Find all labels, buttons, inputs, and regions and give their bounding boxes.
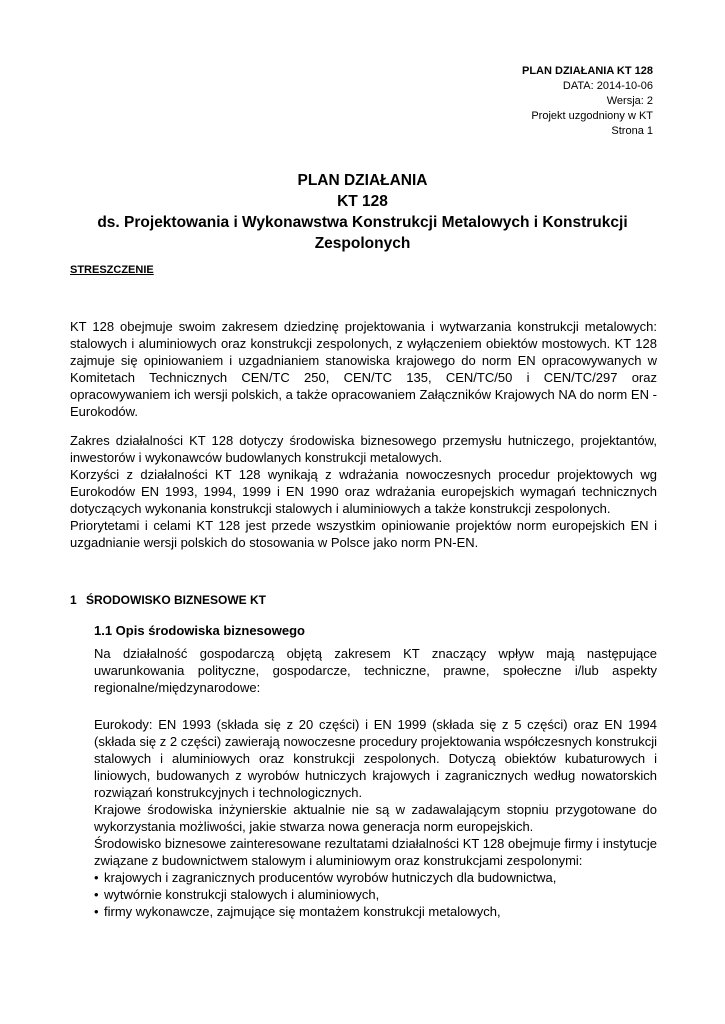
title-line-1: PLAN DZIAŁANIA [297,172,428,189]
header-title: PLAN DZIAŁANIA KT 128 [522,65,653,77]
title-line-4: Zespolonych [314,235,411,252]
list-item: • krajowych i zagranicznych producentów wyrobów hutniczych dla budownictwa, [94,869,657,886]
section-1-heading [70,593,266,607]
section-1-number: 1 [70,593,77,607]
business-environment-text: Środowisko biznesowe zainteresowane rezultatami działalności KT 128 obejmuje firmy i instytucje związane z budownictwem stalowym i aluminiowym oraz konstrukcjami zespolonymi: [94,836,657,868]
document-title [50,170,675,254]
stakeholder-list [94,869,657,920]
section-1-paragraph-1: Na działalność gospodarczą objętą zakresem KT znaczący wpływ mają następujące uwarunkowania polityczne, gospodarcze, techniczne, prawne, społeczne i/lub aspekty regionalne/międzynarodowe: [94,646,657,695]
document-header [522,64,653,139]
engineering-environment-text: Krajowe środowiska inżynierskie aktualnie nie są w zadawalającym stopniu przygotowane do wykorzystania możliwości, jakie stwarza nowa generacja norm europejskich. [94,802,657,834]
subsection-1-1-heading: 1.1 Opis środowiska biznesowego [94,623,305,638]
list-item: • wytwórnie konstrukcji stalowych i aluminiowych, [94,886,657,903]
header-status: Projekt uzgodniony w KT [531,110,653,122]
title-line-2: KT 128 [337,193,388,210]
section-1-title: ŚRODOWISKO BIZNESOWE KT [86,593,266,607]
summary-scope-text: Zakres działalności KT 128 dotyczy środowiska biznesowego przemysłu hutniczego, projektantów, inwestorów i wykonawców budowlanych konstrukcji metalowych. [70,433,657,465]
list-item: • firmy wykonawcze, zajmujące się montażem konstrukcji metalowych, [94,903,657,920]
header-date: DATA: 2014-10-06 [562,80,653,92]
eurocodes-text: Eurokody: EN 1993 (składa się z 20 części) i EN 1999 (składa się z 5 części) oraz EN 1994 (składa się z 2 części) zawierają nowoczesne procedury projektowania współczesnych konstrukcji stalowych i aluminiowych oraz konstrukcji zespolonych. Dotyczą obiektów kubaturowych i liniowych, budowanych z wyrobów hutniczych krajowych i zagranicznych według nowatorskich rozwiązań konstrukcyjnych i technologicznych. [94,717,657,800]
summary-paragraph-1: KT 128 obejmuje swoim zakresem dziedzinę projektowania i wytwarzania konstrukcji metalowych: stalowych i aluminiowych oraz konstrukcji zespolonych, z wyłączeniem obiektów mostowych. KT 128 zajmuje się opiniowaniem i uzgadnianiem stanowiska krajowego do norm EN opracowywanych w Komitetach Technicznych CEN/TC 250, CEN/TC 135, CEN/TC/50 i CEN/TC/297 oraz opracowywaniem ich wersji polskich, a także opracowaniem Załączników Krajowych NA do norm EN - Eurokodów. [70,319,657,419]
summary-priorities-text: Priorytetami i celami KT 128 jest przede wszystkim opiniowanie projektów norm europejskich EN i uzgadnianie wersji polskich do stosowania w Polsce jako norm PN-EN. [70,518,657,550]
header-version: Wersja: 2 [606,95,653,107]
summary-heading: STRESZCZENIE [70,264,154,276]
section-1-paragraph-2 [94,716,657,920]
summary-benefits-text: Korzyści z działalności KT 128 wynikają z wdrażania nowoczesnych procedur projektowych wg Eurokodów EN 1993, 1994, 1999 i EN 1990 oraz wdrażania europejskich wymagań technicznych dotyczących wykonania konstrukcji stalowych i aluminiowych a także konstrukcji zespolonych. [70,467,657,516]
title-line-3: ds. Projektowania i Wykonawstwa Konstrukcji Metalowych i Konstrukcji [97,214,628,231]
summary-paragraph-2 [70,432,657,551]
header-page-number: Strona 1 [611,125,653,137]
